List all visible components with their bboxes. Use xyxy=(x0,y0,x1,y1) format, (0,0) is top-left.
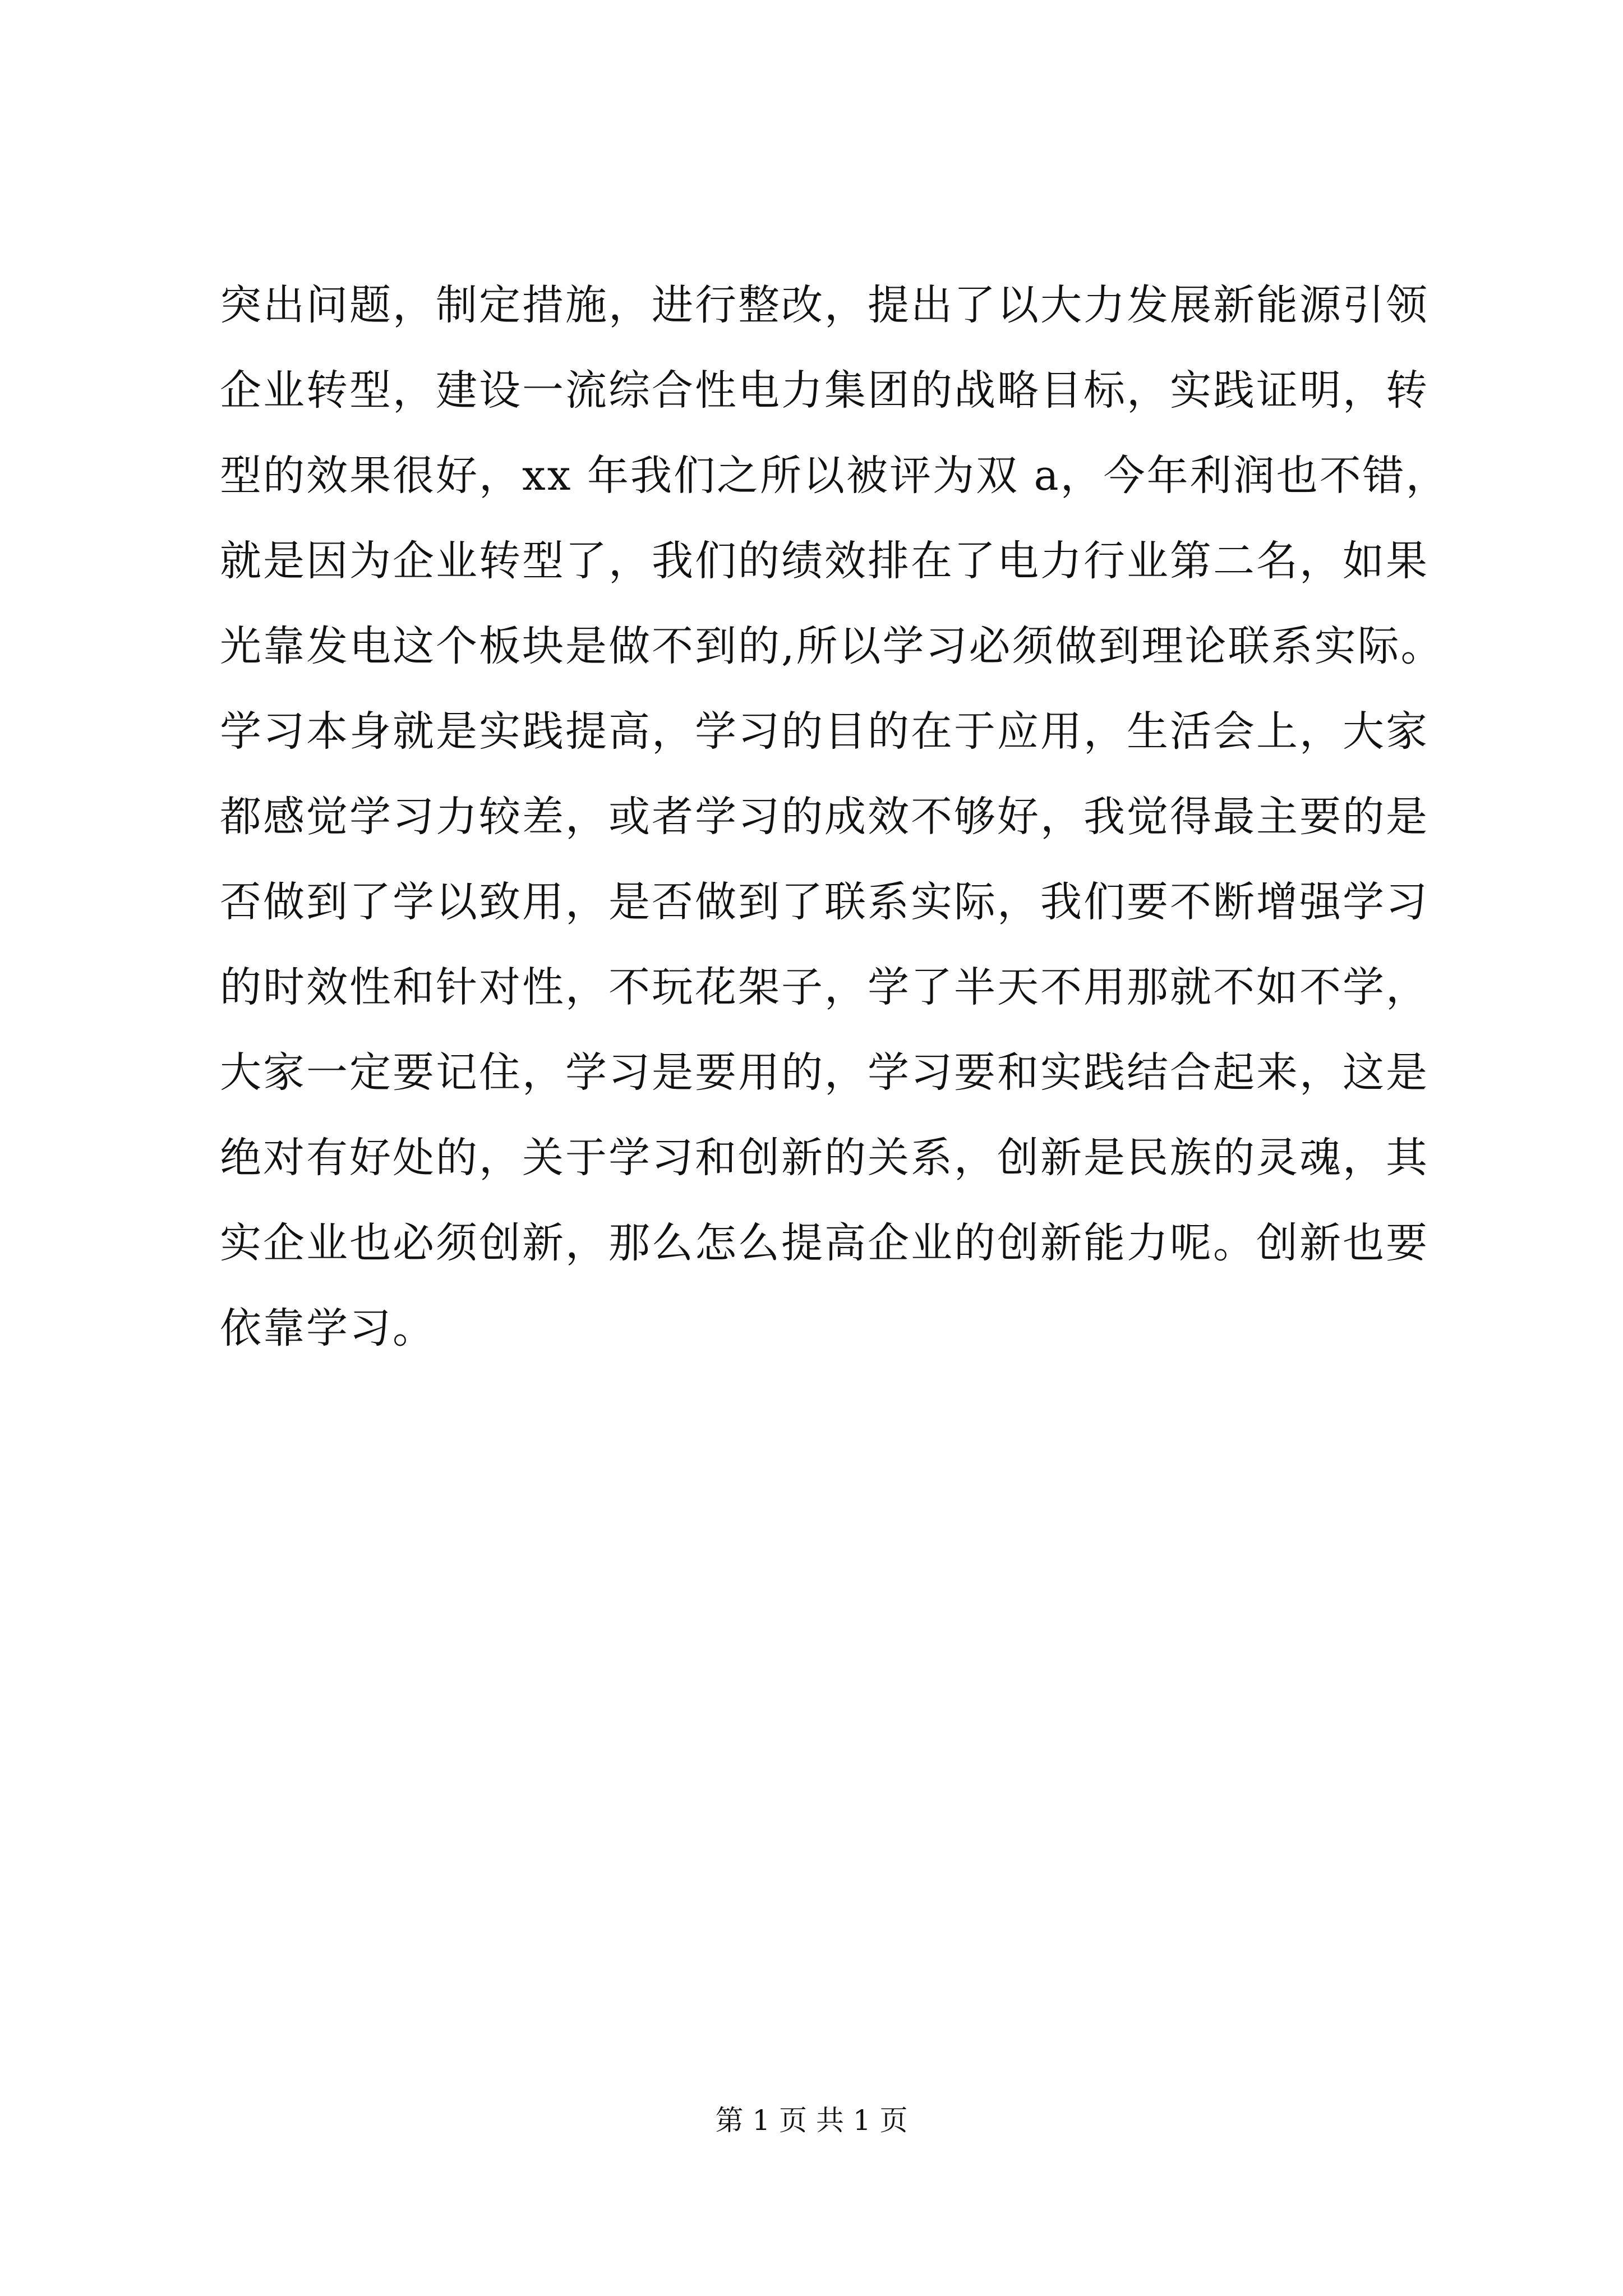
text-line-2: 企业转型，建设一流综合性电力集团的战略目标，实践证明，转 xyxy=(220,366,1429,415)
text-line-1: 突出问题，制定措施，进行整改，提出了以大力发展新能源引领 xyxy=(220,281,1429,329)
text-line-12: 实企业也必须创新，那么怎么提高企业的创新能力呢。创新也要 xyxy=(220,1219,1429,1267)
text-line-4: 就是因为企业转型了，我们的绩效排在了电力行业第二名，如果 xyxy=(220,537,1429,585)
body-paragraph xyxy=(220,263,1449,1371)
text-line-7: 都感觉学习力较差，或者学习的成效不够好，我觉得最主要的是 xyxy=(220,793,1429,841)
text-line-13: 依靠学习。 xyxy=(220,1304,436,1352)
page-footer xyxy=(0,2098,1623,2143)
text-line-8: 否做到了学以致用，是否做到了联系实际，我们要不断增强学习 xyxy=(220,878,1429,926)
text-line-9: 的时效性和针对性，不玩花架子，学了半天不用那就不如不学， xyxy=(220,963,1429,1011)
page-number-label: 第 1 页 共 1 页 xyxy=(715,2104,908,2137)
text-line-6: 学习本身就是实践提高，学习的目的在于应用，生活会上，大家 xyxy=(220,707,1429,756)
text-line-3: 型的效果很好，xx 年我们之所以被评为双 a，今年利润也不错， xyxy=(220,452,1449,500)
text-line-10: 大家一定要记住，学习是要用的，学习要和实践结合起来，这是 xyxy=(220,1048,1429,1097)
text-line-11: 绝对有好处的，关于学习和创新的关系，创新是民族的灵魂，其 xyxy=(220,1134,1429,1182)
text-line-5: 光靠发电这个板块是做不到的,所以学习必须做到理论联系实际。 xyxy=(220,622,1444,670)
